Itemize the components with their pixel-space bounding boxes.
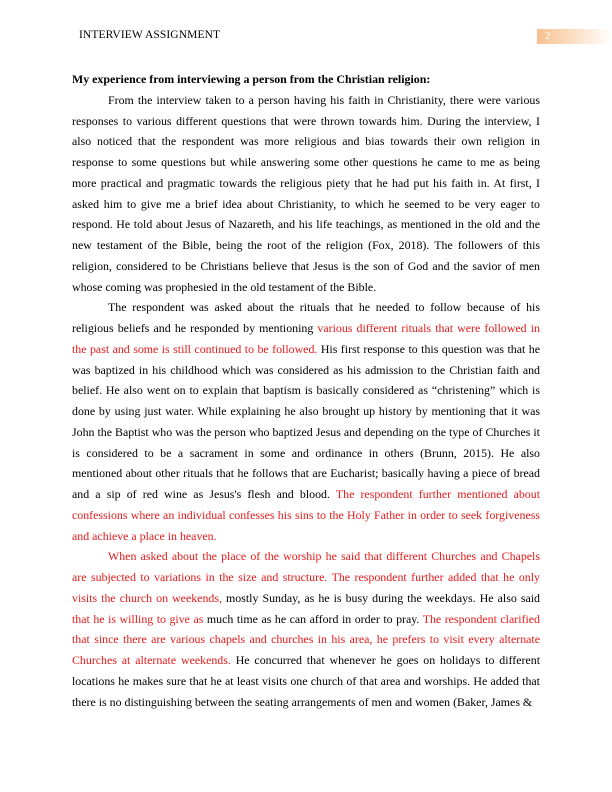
text-segment: mostly Sunday, as he is busy during the weekdays. He also said: [221, 590, 540, 605]
highlighted-text: various different rituals that were followed in the past and some is still continued to be followed.: [72, 321, 540, 356]
highlighted-text: that he is willing to give as: [72, 611, 204, 626]
text-segment: much time as he can afford in order to pray.: [203, 611, 423, 626]
highlighted-text: The respondent clarified that since there are various chapels and churches in his area, he prefers to visit every alternate Churches at alternate weekends.: [72, 611, 540, 667]
paragraph-3: [72, 546, 540, 712]
paragraph-2: [72, 297, 540, 546]
page-number: 2: [545, 30, 551, 42]
highlighted-text: When asked about the place of the worship he said that different Churches and Chapels are subjected to variations in the size and structure. The respondent further added that he only visits the church on weekends,: [72, 549, 540, 605]
paragraph-1: [72, 90, 540, 298]
highlighted-text: The respondent further mentioned about confessions where an individual confesses his sins to the Holy Father in order to seek forgiveness and achieve a place in heaven.: [72, 487, 540, 543]
page-number-bar: [537, 29, 612, 44]
text-segment: His first response to this question was that he was baptized in his childhood which was considered as his admission to the Christian faith and belief. He also went on to explain that baptism is basically considered as “christening” which is done by using just water. While explaining he also brought up history by mentioning that it was John the Baptist who was the person who baptized Jesus and depending on the type of Churches it is considered to be a sacrament in some and ordinance in others (Brunn, 2015). He also mentioned about other rituals that he follows that are Eucharist; basically having a piece of bread and a sip of red wine as Jesus's flesh and blood.: [72, 341, 540, 501]
running-head: INTERVIEW ASSIGNMENT: [79, 29, 221, 41]
section-heading: My experience from interviewing a person from the Christian religion:: [72, 72, 431, 86]
text-segment: He concurred that whenever he goes on holidays to different locations he makes sure that he at least visits one church of that area and worships. He added that there is no distinguishing between the seating arrangements of men and women (Baker, James &: [72, 653, 540, 709]
document-body: [72, 69, 540, 712]
text-segment: The respondent was asked about the rituals that he needed to follow because of his religious beliefs and he responded by mentioning: [72, 300, 540, 335]
text-segment: From the interview taken to a person having his faith in Christianity, there were various responses to various different questions that were thrown towards him. During the interview, I also noticed that the respondent was more religious and bias towards their own religion in response to some questions but while answering some other questions he came to me as being more practical and pragmatic towards the religious piety that he had put his faith in. At first, I asked him to give me a brief idea about Christianity, to which he seemed to be very eager to respond. He told about Jesus of Nazareth, and his life teachings, as mentioned in the old and the new testament of the Bible, being the root of the religion (Fox, 2018). The followers of this religion, considered to be Christians believe that Jesus is the son of God and the savior of men whose coming was prophesied in the old testament of the Bible.: [72, 92, 540, 294]
